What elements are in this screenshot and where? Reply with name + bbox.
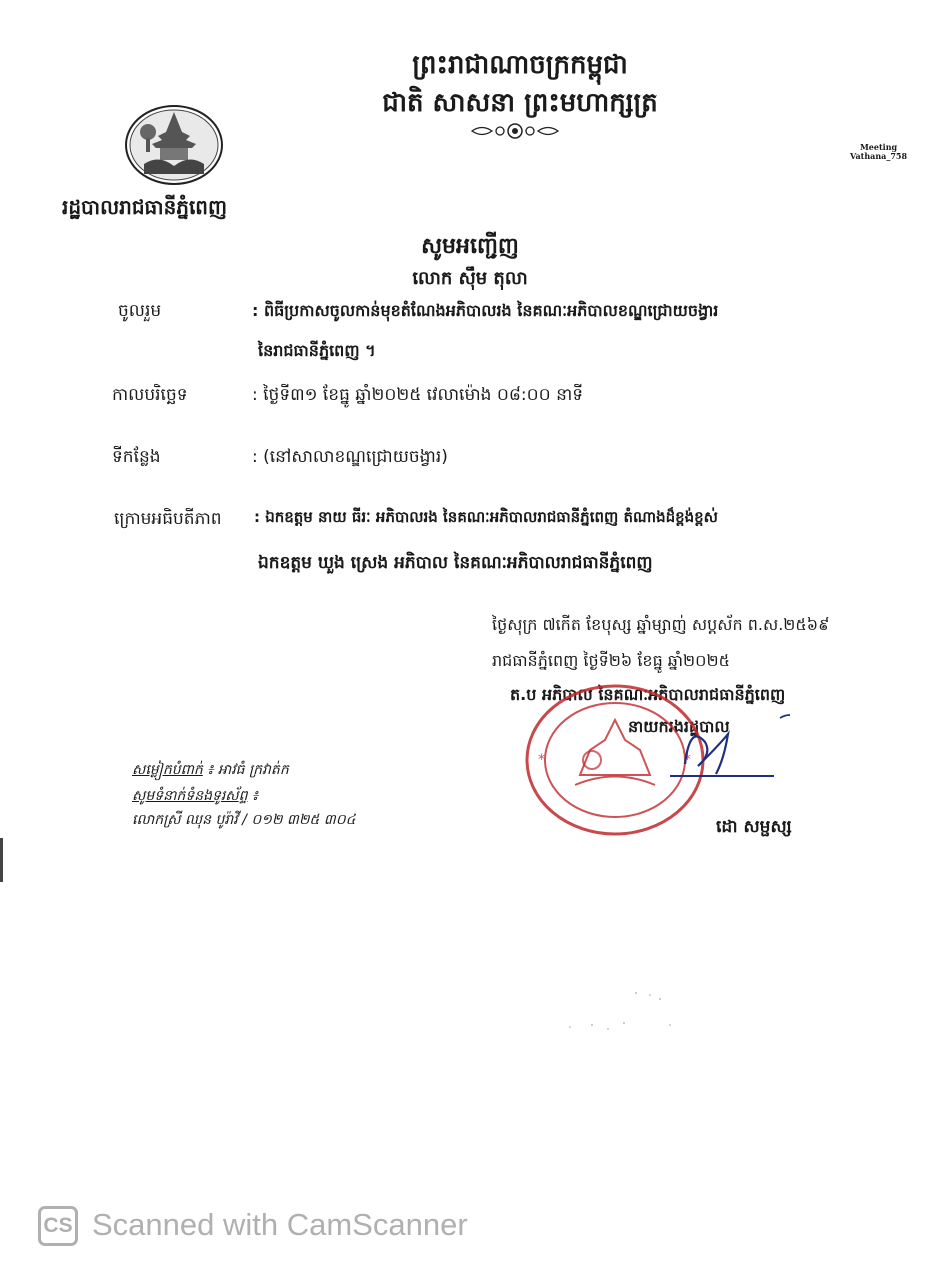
issuing-authority: រដ្ឋបាលរាជធានីភ្នំពេញ xyxy=(62,195,228,219)
place-label: ទីកន្លែង xyxy=(112,447,161,467)
svg-text:*: * xyxy=(538,752,545,768)
phnom-penh-emblem-icon xyxy=(124,104,224,186)
date-value: : ថ្ងៃទី៣១ ខែធ្នូ ឆ្នាំ២០២៥ វេលាម៉ោង ០៨:០០ នាទី xyxy=(252,385,584,405)
svg-text:*: * xyxy=(684,752,691,768)
lunar-date: ថ្ងៃសុក្រ ៧កើត ខែបុស្ស ឆ្នាំម្សាញ់ សប្តស័ក ព.ស.២៥៦៩ xyxy=(492,615,830,634)
scan-edge-artifact xyxy=(0,838,3,882)
place-value: : (នៅសាលាខណ្ឌជ្រោយចង្វារ) xyxy=(252,447,448,467)
invitation-title: សូមអញ្ជើញ xyxy=(421,234,519,259)
chair-value: : ឯកឧត្តម នាយ ធីរៈ អភិបាលរង នៃគណៈអភិបាលរាជធានីភ្នំពេញ តំណាងដ៏ខ្ពង់ខ្ពស់ xyxy=(254,508,718,526)
contact-person: លោកស្រី ឈុន បូរ៉ាវី / ០១២ ៣២៥ ៣០៤ xyxy=(132,812,356,828)
kingdom-title: ព្រះរាជាណាចក្រកម្ពុជា xyxy=(412,50,628,80)
ornament-divider-icon xyxy=(470,122,560,140)
dress-code xyxy=(132,760,289,781)
camscanner-logo-icon: CS xyxy=(38,1206,78,1246)
signer-name: ដោ សម្ផស្ស xyxy=(716,817,792,837)
subject-value-continued: នៃរាជធានីភ្នំពេញ ។ xyxy=(258,341,376,360)
date-label: កាលបរិច្ឆេទ xyxy=(112,385,188,405)
meeting-ref-line2: Vathana_758 xyxy=(850,151,908,161)
signatory-role: នាយករងរដ្ឋបាល xyxy=(628,717,730,736)
scan-noise xyxy=(560,985,680,1035)
meeting-reference xyxy=(850,143,907,161)
subject-label: ចូលរួម xyxy=(118,301,162,321)
dress-code-label: សម្លៀកបំពាក់ xyxy=(132,762,203,778)
contact-info-label: សូមទំនាក់ទំនងទូរស័ព្ទ xyxy=(132,788,248,804)
meeting-ref-line1: Meeting xyxy=(859,142,898,152)
chair-label: ក្រោមអធិបតីភាព xyxy=(114,509,222,529)
camscanner-watermark: Scanned with CamScanner xyxy=(92,1207,468,1242)
subject-value: : ពិធីប្រកាសចូលកាន់មុខតំណែងអភិបាលរង នៃគណៈអភិបាលខណ្ឌជ្រោយចង្វារ xyxy=(252,301,719,320)
signatory-title: ត.ប អភិបាល នៃគណៈអភិបាលរាជធានីភ្នំពេញ xyxy=(510,685,786,704)
contact-info xyxy=(132,786,258,807)
solar-date: រាជធានីភ្នំពេញ ថ្ងៃទី២៦ ខែធ្នូ ឆ្នាំ២០២៥ xyxy=(492,651,730,670)
chair-value-continued: ឯកឧត្តម ឃួង ស្រេង អភិបាល នៃគណៈអភិបាលរាជធានីភ្នំពេញ xyxy=(258,553,653,573)
handwritten-signature xyxy=(650,704,790,794)
contact-info-suffix: ៖ xyxy=(247,788,259,804)
nation-religion-king-motto: ជាតិ សាសនា ព្រះមហាក្សត្រ xyxy=(382,88,658,118)
dress-code-value: ៖ អាវធំ ក្រវាត់ក xyxy=(202,762,289,778)
invitee-name: លោក ស៊ឹម តុលា xyxy=(412,268,528,289)
